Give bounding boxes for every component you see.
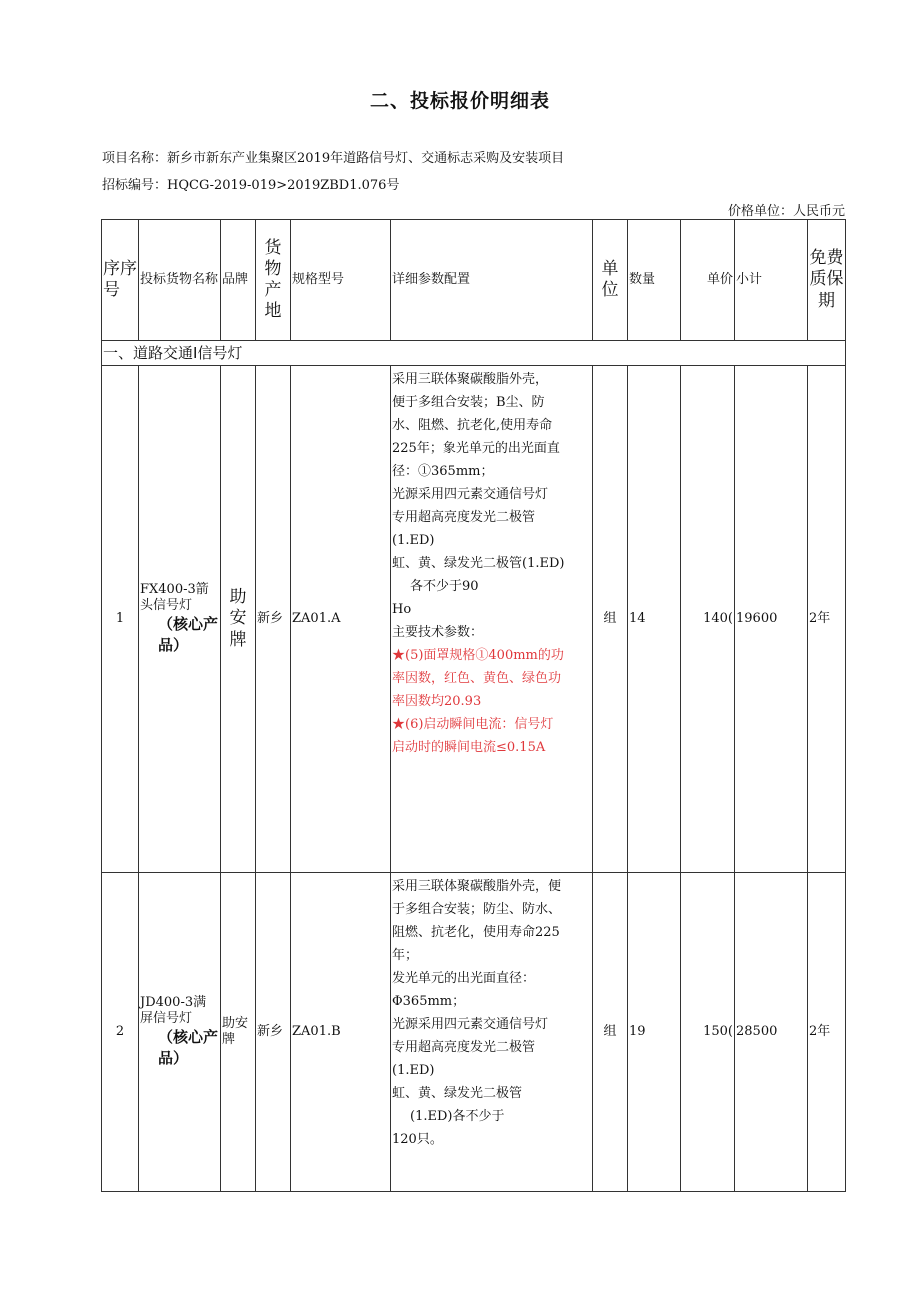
cell-brand: 助安牌	[221, 366, 256, 873]
header-qty: 数量	[628, 220, 681, 341]
header-goods: 投标货物名称	[139, 220, 221, 341]
cell-detail	[391, 873, 593, 1192]
header-subtotal: 小计	[735, 220, 808, 341]
detail-line-highlight: 率因数均20.93	[392, 694, 482, 709]
page-title: 二、投标报价明细表	[369, 90, 550, 112]
cell-origin: 新乡	[256, 366, 291, 873]
section-title: 一、道路交通I信号灯	[102, 341, 846, 366]
goods-name: FX400-3箭头信号灯	[140, 581, 209, 613]
cell-unit: 组	[593, 366, 628, 873]
detail-line-highlight: ★(5)面罩规格①400mm的功	[392, 648, 564, 663]
goods-name: JD400-3满屏信号灯	[140, 994, 207, 1026]
cell-goods	[139, 873, 221, 1192]
header-warranty: 免费质保期	[808, 220, 846, 341]
cell-detail	[391, 366, 593, 873]
detail-line-highlight: 率因数，红色、黄色、绿色功	[392, 671, 562, 686]
detail-line: 专用超高亮度发光二极管	[392, 1040, 536, 1055]
detail-line: 225年；象光单元的出光面直	[392, 441, 560, 456]
cell-model: ZA01.A	[291, 366, 391, 873]
detail-line: 虹、黄、绿发光二极管(1.ED)	[392, 556, 565, 571]
section-row	[102, 341, 846, 366]
header-unit: 单位	[593, 220, 628, 341]
detail-line: 专用超高亮度发光二极管	[392, 510, 536, 525]
cell-brand: 助安牌	[221, 873, 256, 1192]
header-seq: 序序号	[102, 220, 139, 341]
currency-unit: 价格单位：人民币元	[727, 204, 845, 219]
detail-line: 虹、黄、绿发光二极管	[392, 1086, 523, 1101]
cell-goods	[139, 366, 221, 873]
cell-subtotal: 19600	[735, 366, 808, 873]
detail-line: 便于多组合安装；B尘、防	[392, 395, 545, 410]
cell-seq: 1	[102, 366, 139, 873]
core-product-label: （核心产品）	[158, 615, 219, 655]
detail-line-highlight: ★(6)启动瞬间电流：信号灯	[392, 717, 554, 732]
header-price: 单价	[681, 220, 735, 341]
table-row	[102, 873, 846, 1192]
cell-warranty: 2年	[808, 366, 846, 873]
cell-warranty: 2年	[808, 873, 846, 1192]
project-name: 项目名称：新乡市新东产业集聚区2019年道路信号灯、交通标志采购及安装项目	[102, 151, 565, 166]
detail-line-highlight: 启动时的瞬间电流≤0.15A	[392, 740, 546, 755]
detail-line: (1.ED)各不少于	[410, 1109, 505, 1124]
detail-line: 各不少于90	[410, 579, 479, 594]
detail-line: 阻燃、抗老化，使用寿命225	[392, 925, 560, 940]
detail-line: 120只。	[392, 1132, 443, 1147]
header-origin: 货物产地	[256, 220, 291, 341]
cell-seq: 2	[102, 873, 139, 1192]
bid-number: 招标编号：HQCG-2019-019>2019ZBD1.076号	[102, 178, 400, 193]
detail-line: 于多组合安装；防尘、防水、	[392, 902, 562, 917]
detail-line: 光源采用四元素交通信号灯	[392, 487, 549, 502]
detail-line: (1.ED)	[392, 533, 435, 548]
cell-qty: 14	[628, 366, 681, 873]
detail-line: 主要技术参数：	[392, 625, 484, 640]
header-model: 规格型号	[291, 220, 391, 341]
table-header-row	[102, 220, 846, 341]
detail-line: (1.ED)	[392, 1063, 435, 1078]
detail-line: 径：①365mm；	[392, 464, 494, 479]
detail-line: 采用三联体聚碳酸脂外壳，便	[392, 879, 562, 894]
cell-origin: 新乡	[256, 873, 291, 1192]
cell-price: 150(	[681, 873, 735, 1192]
cell-unit: 组	[593, 873, 628, 1192]
detail-line: 水、阻燃、抗老化,使用寿命	[392, 418, 553, 433]
detail-line: 采用三联体聚碳酸脂外壳，	[392, 372, 549, 387]
table-row	[102, 366, 846, 873]
cell-model: ZA01.B	[291, 873, 391, 1192]
cell-subtotal: 28500	[735, 873, 808, 1192]
cell-price: 140(	[681, 366, 735, 873]
detail-line: Φ365mm；	[392, 994, 466, 1009]
detail-line: 发光单元的出光面直径：	[392, 971, 536, 986]
cell-qty: 19	[628, 873, 681, 1192]
detail-line: Ho	[392, 602, 412, 617]
quotation-table	[101, 219, 846, 1192]
detail-line: 光源采用四元素交通信号灯	[392, 1017, 549, 1032]
header-brand: 品牌	[221, 220, 256, 341]
detail-line: 年；	[392, 948, 419, 963]
header-detail: 详细参数配置	[391, 220, 593, 341]
core-product-label: （核心产品）	[158, 1028, 219, 1068]
